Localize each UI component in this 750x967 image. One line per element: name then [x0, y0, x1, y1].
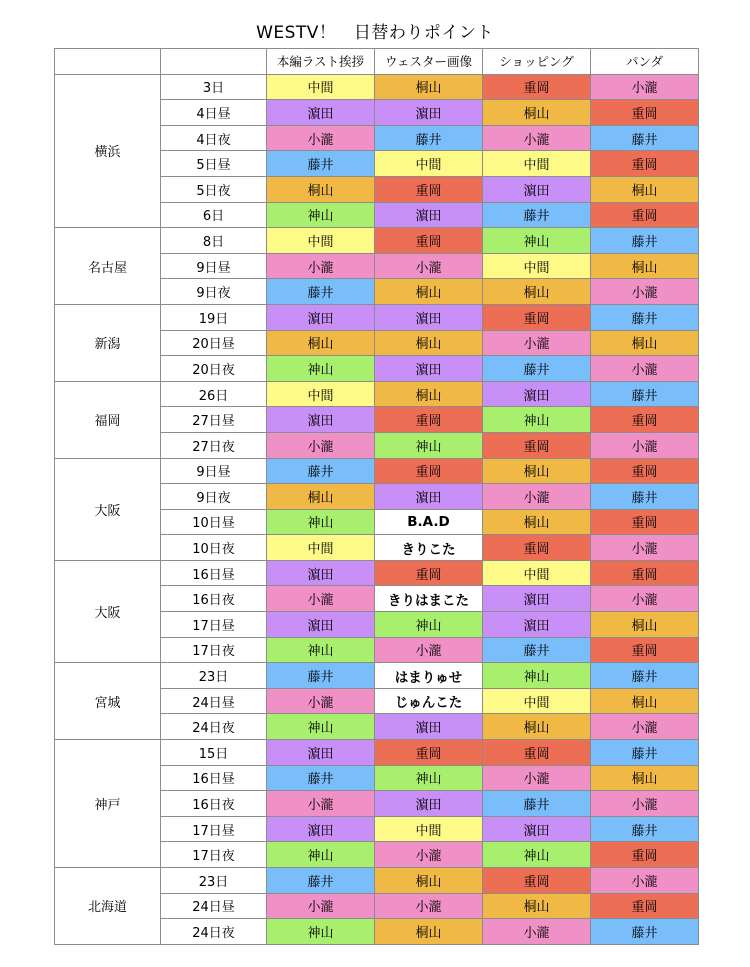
- member-cell: 藤井: [483, 637, 591, 663]
- member-cell: 小瀧: [267, 893, 375, 919]
- day-cell: 10日夜: [161, 535, 267, 561]
- member-cell: 重岡: [375, 176, 483, 202]
- member-cell: 重岡: [483, 868, 591, 894]
- member-cell: 藤井: [591, 919, 699, 945]
- day-cell: 16日夜: [161, 791, 267, 817]
- member-cell: 小瀧: [483, 484, 591, 510]
- member-cell: 重岡: [591, 637, 699, 663]
- header-cell: 本編ラスト挨拶: [267, 49, 375, 75]
- day-cell: 26日: [161, 381, 267, 407]
- member-cell: 濵田: [267, 740, 375, 766]
- member-cell: 中間: [483, 253, 591, 279]
- table-row: [55, 381, 699, 407]
- member-cell: 重岡: [483, 74, 591, 100]
- member-cell: 藤井: [591, 125, 699, 151]
- day-cell: 5日昼: [161, 151, 267, 177]
- member-cell: 重岡: [375, 740, 483, 766]
- table-row: [55, 74, 699, 100]
- member-cell: 桐山: [591, 612, 699, 638]
- day-cell: 3日: [161, 74, 267, 100]
- day-cell: 8日: [161, 228, 267, 254]
- member-cell: 濵田: [375, 100, 483, 126]
- member-cell: 重岡: [483, 535, 591, 561]
- member-cell: 中間: [267, 381, 375, 407]
- member-cell: 桐山: [483, 279, 591, 305]
- member-cell: 藤井: [267, 868, 375, 894]
- member-cell: 神山: [267, 714, 375, 740]
- member-cell: 小瀧: [483, 330, 591, 356]
- day-cell: 4日夜: [161, 125, 267, 151]
- member-cell: 濵田: [375, 714, 483, 740]
- member-cell: 重岡: [591, 509, 699, 535]
- day-cell: 27日昼: [161, 407, 267, 433]
- member-cell: 中間: [267, 535, 375, 561]
- day-cell: 6日: [161, 202, 267, 228]
- day-cell: 23日: [161, 868, 267, 894]
- member-cell: 藤井: [591, 740, 699, 766]
- member-cell: 神山: [267, 356, 375, 382]
- member-cell: 小瀧: [267, 586, 375, 612]
- member-cell: 神山: [267, 202, 375, 228]
- day-cell: 9日昼: [161, 253, 267, 279]
- member-cell: 中間: [375, 151, 483, 177]
- member-cell: 濵田: [267, 407, 375, 433]
- member-cell: 小瀧: [591, 714, 699, 740]
- member-cell: 桐山: [591, 330, 699, 356]
- member-cell: 藤井: [267, 151, 375, 177]
- day-cell: 17日昼: [161, 816, 267, 842]
- member-cell: 藤井: [591, 228, 699, 254]
- member-cell: 重岡: [375, 560, 483, 586]
- member-cell: 濵田: [267, 816, 375, 842]
- member-cell: 重岡: [375, 458, 483, 484]
- day-cell: 20日夜: [161, 356, 267, 382]
- day-cell: 16日昼: [161, 765, 267, 791]
- day-cell: 27日夜: [161, 432, 267, 458]
- member-cell: 小瀧: [591, 279, 699, 305]
- member-cell: 小瀧: [267, 432, 375, 458]
- member-cell: 桐山: [375, 74, 483, 100]
- day-cell: 5日夜: [161, 176, 267, 202]
- member-cell: 重岡: [483, 304, 591, 330]
- member-cell: 藤井: [591, 663, 699, 689]
- day-cell: 17日夜: [161, 637, 267, 663]
- member-cell: 小瀧: [267, 125, 375, 151]
- member-cell: 重岡: [591, 202, 699, 228]
- member-cell: 桐山: [375, 330, 483, 356]
- member-cell: 神山: [267, 842, 375, 868]
- member-cell: 重岡: [591, 893, 699, 919]
- member-cell: 神山: [483, 663, 591, 689]
- member-cell: 濵田: [267, 612, 375, 638]
- member-cell: 小瀧: [375, 842, 483, 868]
- table-row: [55, 663, 699, 689]
- header-cell: [161, 49, 267, 75]
- member-cell: 小瀧: [591, 356, 699, 382]
- table-row: [55, 560, 699, 586]
- member-cell: 小瀧: [483, 919, 591, 945]
- member-cell: 中間: [483, 560, 591, 586]
- member-cell: 重岡: [375, 228, 483, 254]
- member-cell: 濵田: [375, 484, 483, 510]
- member-cell: 桐山: [591, 176, 699, 202]
- member-cell: 小瀧: [483, 765, 591, 791]
- header-cell: ウェスター画像: [375, 49, 483, 75]
- table-row: [55, 458, 699, 484]
- member-cell: 藤井: [591, 304, 699, 330]
- member-cell: 桐山: [375, 868, 483, 894]
- day-cell: 23日: [161, 663, 267, 689]
- member-cell: 濵田: [483, 816, 591, 842]
- day-cell: 10日昼: [161, 509, 267, 535]
- day-cell: 19日: [161, 304, 267, 330]
- member-cell: 小瀧: [267, 791, 375, 817]
- member-cell: 小瀧: [591, 586, 699, 612]
- member-cell: 神山: [267, 919, 375, 945]
- member-cell: 中間: [483, 151, 591, 177]
- member-cell: 中間: [267, 74, 375, 100]
- schedule-body: [55, 74, 699, 944]
- member-cell: 小瀧: [375, 253, 483, 279]
- header-cell: [55, 49, 161, 75]
- member-cell: 桐山: [267, 176, 375, 202]
- member-cell: 桐山: [483, 100, 591, 126]
- member-cell: 神山: [375, 765, 483, 791]
- member-cell: 藤井: [591, 816, 699, 842]
- member-cell: 小瀧: [591, 432, 699, 458]
- member-cell: 神山: [483, 842, 591, 868]
- member-cell: 桐山: [267, 484, 375, 510]
- table-row: [55, 304, 699, 330]
- city-cell: 名古屋: [55, 228, 161, 305]
- day-cell: 16日夜: [161, 586, 267, 612]
- member-cell: 濵田: [267, 304, 375, 330]
- member-cell: 桐山: [483, 458, 591, 484]
- member-cell: 小瀧: [591, 535, 699, 561]
- member-cell: 重岡: [591, 151, 699, 177]
- day-cell: 17日昼: [161, 612, 267, 638]
- member-cell: 小瀧: [591, 74, 699, 100]
- member-cell: 小瀧: [591, 868, 699, 894]
- member-cell: 桐山: [591, 765, 699, 791]
- member-cell: 重岡: [591, 842, 699, 868]
- member-cell: 重岡: [483, 740, 591, 766]
- schedule-table: [54, 48, 699, 945]
- member-cell: 藤井: [483, 791, 591, 817]
- member-cell: 濵田: [267, 100, 375, 126]
- member-cell: 濵田: [267, 560, 375, 586]
- member-cell: 藤井: [483, 202, 591, 228]
- member-cell: 小瀧: [375, 637, 483, 663]
- city-cell: 福岡: [55, 381, 161, 458]
- member-cell: 神山: [267, 637, 375, 663]
- day-cell: 17日夜: [161, 842, 267, 868]
- member-cell: 桐山: [375, 381, 483, 407]
- member-cell: 神山: [267, 509, 375, 535]
- day-cell: 15日: [161, 740, 267, 766]
- day-cell: 4日昼: [161, 100, 267, 126]
- member-cell: 藤井: [483, 356, 591, 382]
- city-cell: 大阪: [55, 458, 161, 560]
- city-cell: 北海道: [55, 868, 161, 945]
- member-cell: 濵田: [483, 586, 591, 612]
- member-cell: 藤井: [375, 125, 483, 151]
- header-row: [55, 49, 699, 75]
- member-cell: 桐山: [483, 509, 591, 535]
- table-row: [55, 868, 699, 894]
- day-cell: 24日夜: [161, 714, 267, 740]
- day-cell: 9日夜: [161, 484, 267, 510]
- member-cell: きりこた: [375, 535, 483, 561]
- member-cell: 桐山: [375, 279, 483, 305]
- member-cell: 桐山: [591, 253, 699, 279]
- day-cell: 9日昼: [161, 458, 267, 484]
- member-cell: 桐山: [375, 919, 483, 945]
- member-cell: 重岡: [591, 458, 699, 484]
- member-cell: はまりゅせ: [375, 663, 483, 689]
- member-cell: 藤井: [267, 765, 375, 791]
- header-cell: パンダ: [591, 49, 699, 75]
- member-cell: 神山: [483, 407, 591, 433]
- table-row: [55, 228, 699, 254]
- member-cell: 藤井: [591, 484, 699, 510]
- member-cell: 神山: [375, 612, 483, 638]
- member-cell: 重岡: [483, 432, 591, 458]
- member-cell: 桐山: [267, 330, 375, 356]
- member-cell: 重岡: [591, 100, 699, 126]
- city-cell: 宮城: [55, 663, 161, 740]
- member-cell: 濵田: [375, 304, 483, 330]
- member-cell: 濵田: [483, 612, 591, 638]
- member-cell: 藤井: [591, 381, 699, 407]
- member-cell: B.A.D: [375, 509, 483, 535]
- member-cell: 神山: [483, 228, 591, 254]
- member-cell: 藤井: [267, 663, 375, 689]
- day-cell: 20日昼: [161, 330, 267, 356]
- day-cell: 16日昼: [161, 560, 267, 586]
- day-cell: 9日夜: [161, 279, 267, 305]
- city-cell: 大阪: [55, 560, 161, 662]
- member-cell: 小瀧: [483, 125, 591, 151]
- member-cell: 藤井: [267, 279, 375, 305]
- member-cell: 桐山: [483, 893, 591, 919]
- member-cell: 濵田: [483, 381, 591, 407]
- city-cell: 横浜: [55, 74, 161, 228]
- member-cell: 神山: [375, 432, 483, 458]
- member-cell: 中間: [483, 688, 591, 714]
- day-cell: 24日夜: [161, 919, 267, 945]
- member-cell: きりはまこた: [375, 586, 483, 612]
- member-cell: 濵田: [375, 791, 483, 817]
- member-cell: 中間: [375, 816, 483, 842]
- member-cell: 小瀧: [267, 688, 375, 714]
- member-cell: 濵田: [483, 176, 591, 202]
- day-cell: 24日昼: [161, 893, 267, 919]
- member-cell: 重岡: [591, 407, 699, 433]
- day-cell: 24日昼: [161, 688, 267, 714]
- member-cell: 重岡: [375, 407, 483, 433]
- member-cell: 中間: [267, 228, 375, 254]
- member-cell: 藤井: [267, 458, 375, 484]
- page-title: WESTV！ 日替わりポイント: [256, 23, 494, 43]
- table-row: [55, 740, 699, 766]
- member-cell: 桐山: [483, 714, 591, 740]
- member-cell: 桐山: [591, 688, 699, 714]
- city-cell: 神戸: [55, 740, 161, 868]
- member-cell: 重岡: [591, 560, 699, 586]
- member-cell: 小瀧: [267, 253, 375, 279]
- member-cell: 濵田: [375, 356, 483, 382]
- header-cell: ショッピング: [483, 49, 591, 75]
- member-cell: 小瀧: [591, 791, 699, 817]
- member-cell: じゅんこた: [375, 688, 483, 714]
- city-cell: 新潟: [55, 304, 161, 381]
- member-cell: 小瀧: [375, 893, 483, 919]
- member-cell: 濵田: [375, 202, 483, 228]
